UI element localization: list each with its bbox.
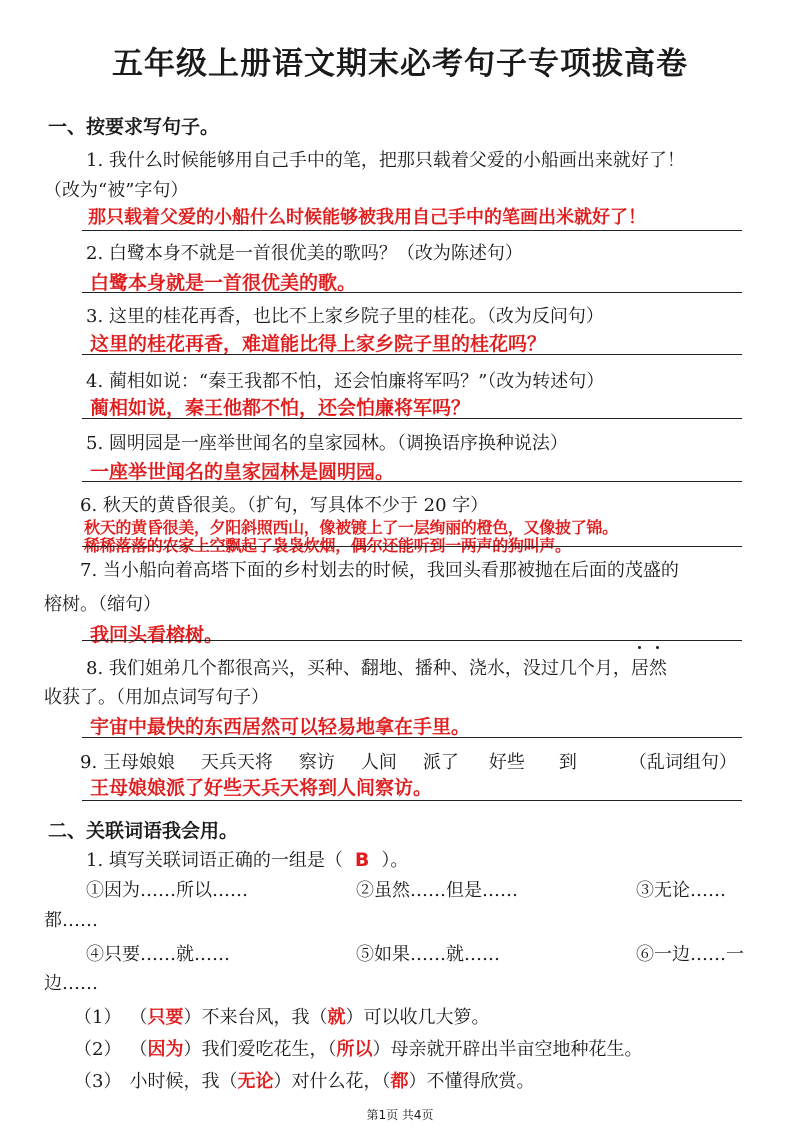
question-prefix: 1. 填写关联词语正确的一组是（ xyxy=(86,850,343,871)
word: 天兵天将 xyxy=(200,752,273,773)
question-9-answer: 王母娘娘派了好些天兵天将到人间察访。 xyxy=(90,777,433,799)
option-3-continued: 都…… xyxy=(44,910,98,931)
question-8-text xyxy=(86,654,667,680)
question-7-answer: 我回头看榕树。 xyxy=(90,624,224,646)
answer-line xyxy=(82,354,742,355)
question-9-instruction: （乱词组句） xyxy=(628,752,737,773)
section-heading-1: 一、按要求写句子。 xyxy=(48,116,220,138)
filled-conjunction: 就 xyxy=(327,1007,346,1028)
sentence-part: ）可以收几大箩。 xyxy=(345,1007,490,1028)
option-3: ③无论…… xyxy=(636,880,726,901)
question-1-text: 1. 我什么时候能够用自己手中的笔，把那只载着父爱的小船画出来就好了！ xyxy=(86,150,685,171)
option-1: ①因为……所以…… xyxy=(86,880,248,901)
answer-line xyxy=(82,640,742,641)
question-2-text: 2. 白鹭本身不就是一首很优美的歌吗？（改为陈述句） xyxy=(86,243,523,264)
question-7-text: 7. 当小船向着高塔下面的乡村划去的时候，我回头看那被抛在后面的茂盛的 xyxy=(80,560,679,581)
option-5: ⑤如果……就…… xyxy=(356,944,500,965)
word: 察访 xyxy=(298,752,335,773)
question-8-text-main: 8. 我们姐弟几个都很高兴，买种、翻地、播种、浇水，没过几个月， xyxy=(86,658,631,679)
sentence-part: ）我们爱吃花生，（ xyxy=(183,1039,337,1060)
option-6-continued: 边…… xyxy=(44,973,98,994)
sentence-number: （3） xyxy=(74,1071,122,1092)
fill-sentence-3 xyxy=(74,1067,534,1093)
sentence-part: （ xyxy=(129,1007,148,1028)
filled-conjunction: 只要 xyxy=(147,1007,184,1028)
word: 派了 xyxy=(422,752,459,773)
filled-conjunction: 因为 xyxy=(147,1039,184,1060)
sentence-part: ）对什么花，（ xyxy=(273,1071,391,1092)
answer-line xyxy=(82,230,742,231)
answer-line xyxy=(82,481,742,482)
question-6-answer-line1: 秋天的黄昏很美，夕阳斜照西山，像被镀上了一层绚丽的橙色，又像披了锦。 xyxy=(84,518,618,537)
question-1-answer: 那只载着父爱的小船什么时候能够被我用自己手中的笔画出米就好了！ xyxy=(88,207,646,228)
question-7-instruction: 榕树。（缩句） xyxy=(44,594,161,615)
fill-sentence-1 xyxy=(74,1003,489,1029)
question-9-words xyxy=(80,748,737,774)
answer-choice: B xyxy=(354,849,370,871)
sentence-part: （ xyxy=(129,1039,148,1060)
question-2-answer: 白鹭本身就是一首很优美的歌。 xyxy=(90,272,357,294)
section-heading-2: 二、关联词语我会用。 xyxy=(48,820,239,842)
fill-sentence-2 xyxy=(74,1035,642,1061)
question-6-text: 6. 秋天的黄昏很美。（扩句，写具体不少于 20 字） xyxy=(80,495,489,516)
question-4-answer: 蔺相如说，秦王他都不怕，还会怕廉将军吗？ xyxy=(90,397,471,419)
answer-line xyxy=(82,418,742,419)
filled-conjunction: 都 xyxy=(390,1071,409,1092)
answer-line xyxy=(82,737,742,738)
question-5-text: 5. 圆明园是一座举世闻名的皇家园林。（调换语序换种说法） xyxy=(86,433,568,454)
question-4-text: 4. 蔺相如说：“秦王我都不怕，还会怕廉将军吗？”（改为转述句） xyxy=(86,371,605,392)
page-footer: 第1页 共4页 xyxy=(366,1108,434,1122)
question-6-answer-line2: 稀稀落落的农家上空飘起了袅袅炊烟，偶尔还能听到一两声的狗叫声。 xyxy=(84,536,571,555)
option-2: ②虽然……但是…… xyxy=(356,880,518,901)
word: 到 xyxy=(558,752,577,773)
answer-line xyxy=(82,800,742,801)
word: 9. 王母娘娘 xyxy=(80,752,175,773)
sentence-part: ）母亲就开辟出半亩空地种花生。 xyxy=(372,1039,643,1060)
question-3-text: 3. 这里的桂花再香，也比不上家乡院子里的桂花。（改为反问句） xyxy=(86,306,604,327)
filled-conjunction: 所以 xyxy=(336,1039,373,1060)
sentence-number: （1） xyxy=(74,1007,122,1028)
section2-question-1 xyxy=(86,846,408,872)
sentence-part: ）不懂得欣赏。 xyxy=(408,1071,535,1092)
dotted-character: 然 xyxy=(649,654,667,680)
answer-line xyxy=(82,292,742,293)
filled-conjunction: 无论 xyxy=(237,1071,274,1092)
option-6: ⑥一边……一 xyxy=(636,944,744,965)
word: 人间 xyxy=(360,752,397,773)
question-5-answer: 一座举世闻名的皇家园林是圆明园。 xyxy=(90,461,395,483)
word: 好些 xyxy=(488,752,525,773)
sentence-part: 小时候，我（ xyxy=(129,1071,238,1092)
question-3-answer: 这里的桂花再香，难道能比得上家乡院子里的桂花吗？ xyxy=(90,333,547,355)
question-8-instruction: 收获了。（用加点词写句子） xyxy=(44,687,269,708)
question-8-answer: 宇宙中最快的东西居然可以轻易地拿在手里。 xyxy=(90,716,471,738)
question-1-instruction: （改为“被”字句） xyxy=(44,180,189,201)
option-4: ④只要……就…… xyxy=(86,944,230,965)
dotted-character: 居 xyxy=(631,654,649,680)
question-suffix: ）。 xyxy=(381,850,409,871)
answer-line xyxy=(82,546,742,547)
sentence-number: （2） xyxy=(74,1039,122,1060)
page-title: 五年级上册语文期末必考句子专项拔高卷 xyxy=(112,46,688,82)
sentence-part: ）不来台风，我（ xyxy=(183,1007,328,1028)
